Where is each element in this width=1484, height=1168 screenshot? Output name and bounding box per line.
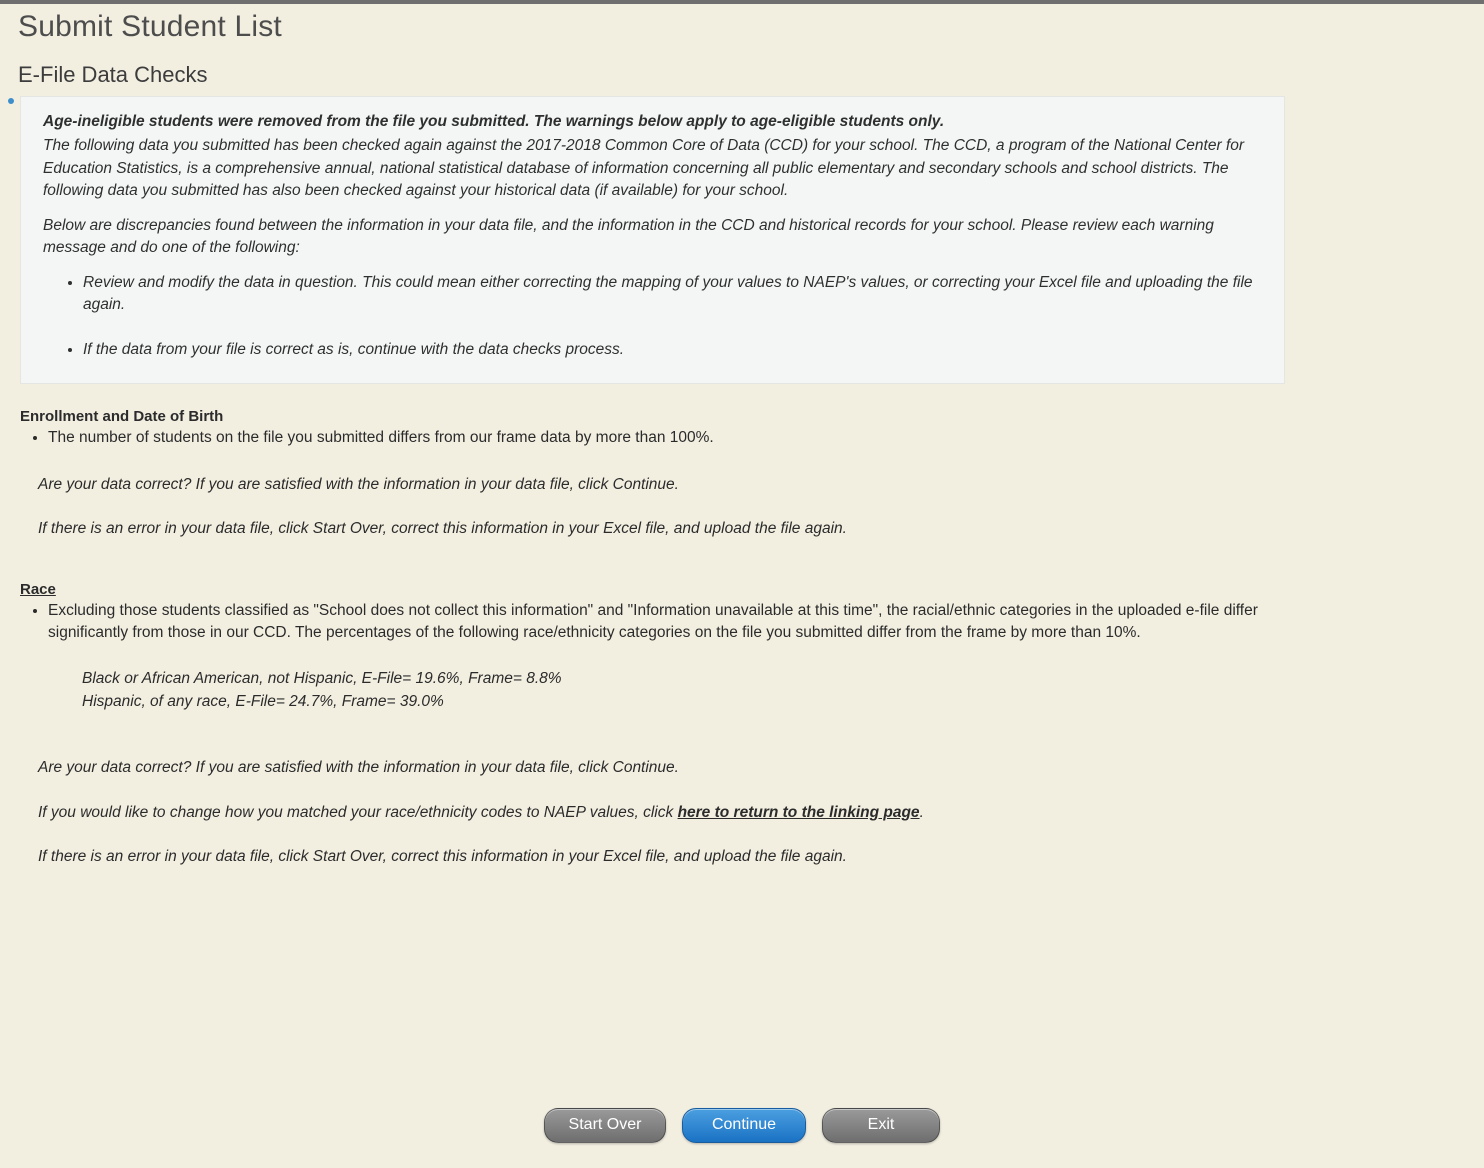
warning-heading: Race [20, 580, 56, 598]
section-title: E-File Data Checks [18, 62, 208, 87]
link-note-prefix: If you would like to change how you matched your race/ethnicity codes to NAEP values, click [38, 803, 678, 821]
info-paragraph-2: Below are discrepancies found between the information in your data file, and the information in the CCD and historical records for your school. Please review each warning message and do one of the following: [43, 216, 1214, 257]
page-title: Submit Student List [18, 10, 282, 43]
list-item: • The number of students on the file you submitted differs from our frame data by more than 100%. [48, 427, 1290, 449]
warning-group-enrollment [20, 408, 1290, 540]
info-paragraph-1: The following data you submitted has been checked again against the 2017-2018 Common Core of Data (CCD) for your school. The CCD, a program of the National Center for Education Statistics, is a comprehensive annual, national statistical database of information concerning all public elementary and secondary schools and school districts. The following data you submitted has also been checked against your historical data (if available) for your school. [43, 137, 1245, 200]
warning-link-note [38, 802, 1290, 824]
list-item: • If the data from your file is correct as is, continue with the data checks process. [83, 339, 1262, 361]
action-buttons [0, 1108, 1484, 1143]
race-discrepancy-values [82, 667, 1290, 714]
warning-bullet-list [20, 427, 1290, 449]
warning-note: Are your data correct? If you are satisfied with the information in your data file, click Continue. [38, 759, 679, 777]
exit-button[interactable]: Exit [822, 1108, 940, 1143]
warning-note: Are your data correct? If you are satisfied with the information in your data file, click Continue. [38, 475, 679, 493]
link-note-suffix: . [919, 803, 924, 821]
list-item: • Review and modify the data in question. This could mean either correcting the mapping of your values to NAEP's values, or correcting your Excel file and uploading the file again. [83, 272, 1262, 317]
race-value-line: Black or African American, not Hispanic, E-File= 19.6%, Frame= 8.8% [82, 669, 562, 687]
warning-bullet-list [20, 600, 1290, 645]
continue-button[interactable]: Continue [682, 1108, 806, 1143]
warning-note: If there is an error in your data file, click Start Over, correct this information in your Excel file, and upload the file again. [38, 520, 847, 538]
top-bar [0, 0, 1484, 4]
linking-page-link[interactable]: here to return to the linking page [677, 803, 920, 821]
info-panel [20, 96, 1285, 384]
decorative-dot [8, 98, 14, 104]
race-value-line: Hispanic, of any race, E-File= 24.7%, Frame= 39.0% [82, 692, 444, 710]
info-lead-text: Age-ineligible students were removed from the file you submitted. The warnings below apply to age-eligible students only. [43, 113, 945, 130]
list-item: • Excluding those students classified as "School does not collect this information" and "Information unavailable at this time", the racial/ethnic categories in the uploaded e-file differ significantly from those in our CCD. The percentages of the following race/ethnicity categories on the file you submitted differ from the frame by more than 10%. [48, 600, 1290, 645]
warning-group-race [20, 581, 1290, 869]
warning-heading: Enrollment and Date of Birth [20, 408, 224, 426]
warnings-area [20, 408, 1290, 868]
warning-note: If there is an error in your data file, click Start Over, correct this information in your Excel file, and upload the file again. [38, 848, 847, 865]
group-spacer [20, 541, 1290, 581]
info-bullet-list [43, 272, 1262, 361]
start-over-button[interactable]: Start Over [544, 1108, 666, 1143]
